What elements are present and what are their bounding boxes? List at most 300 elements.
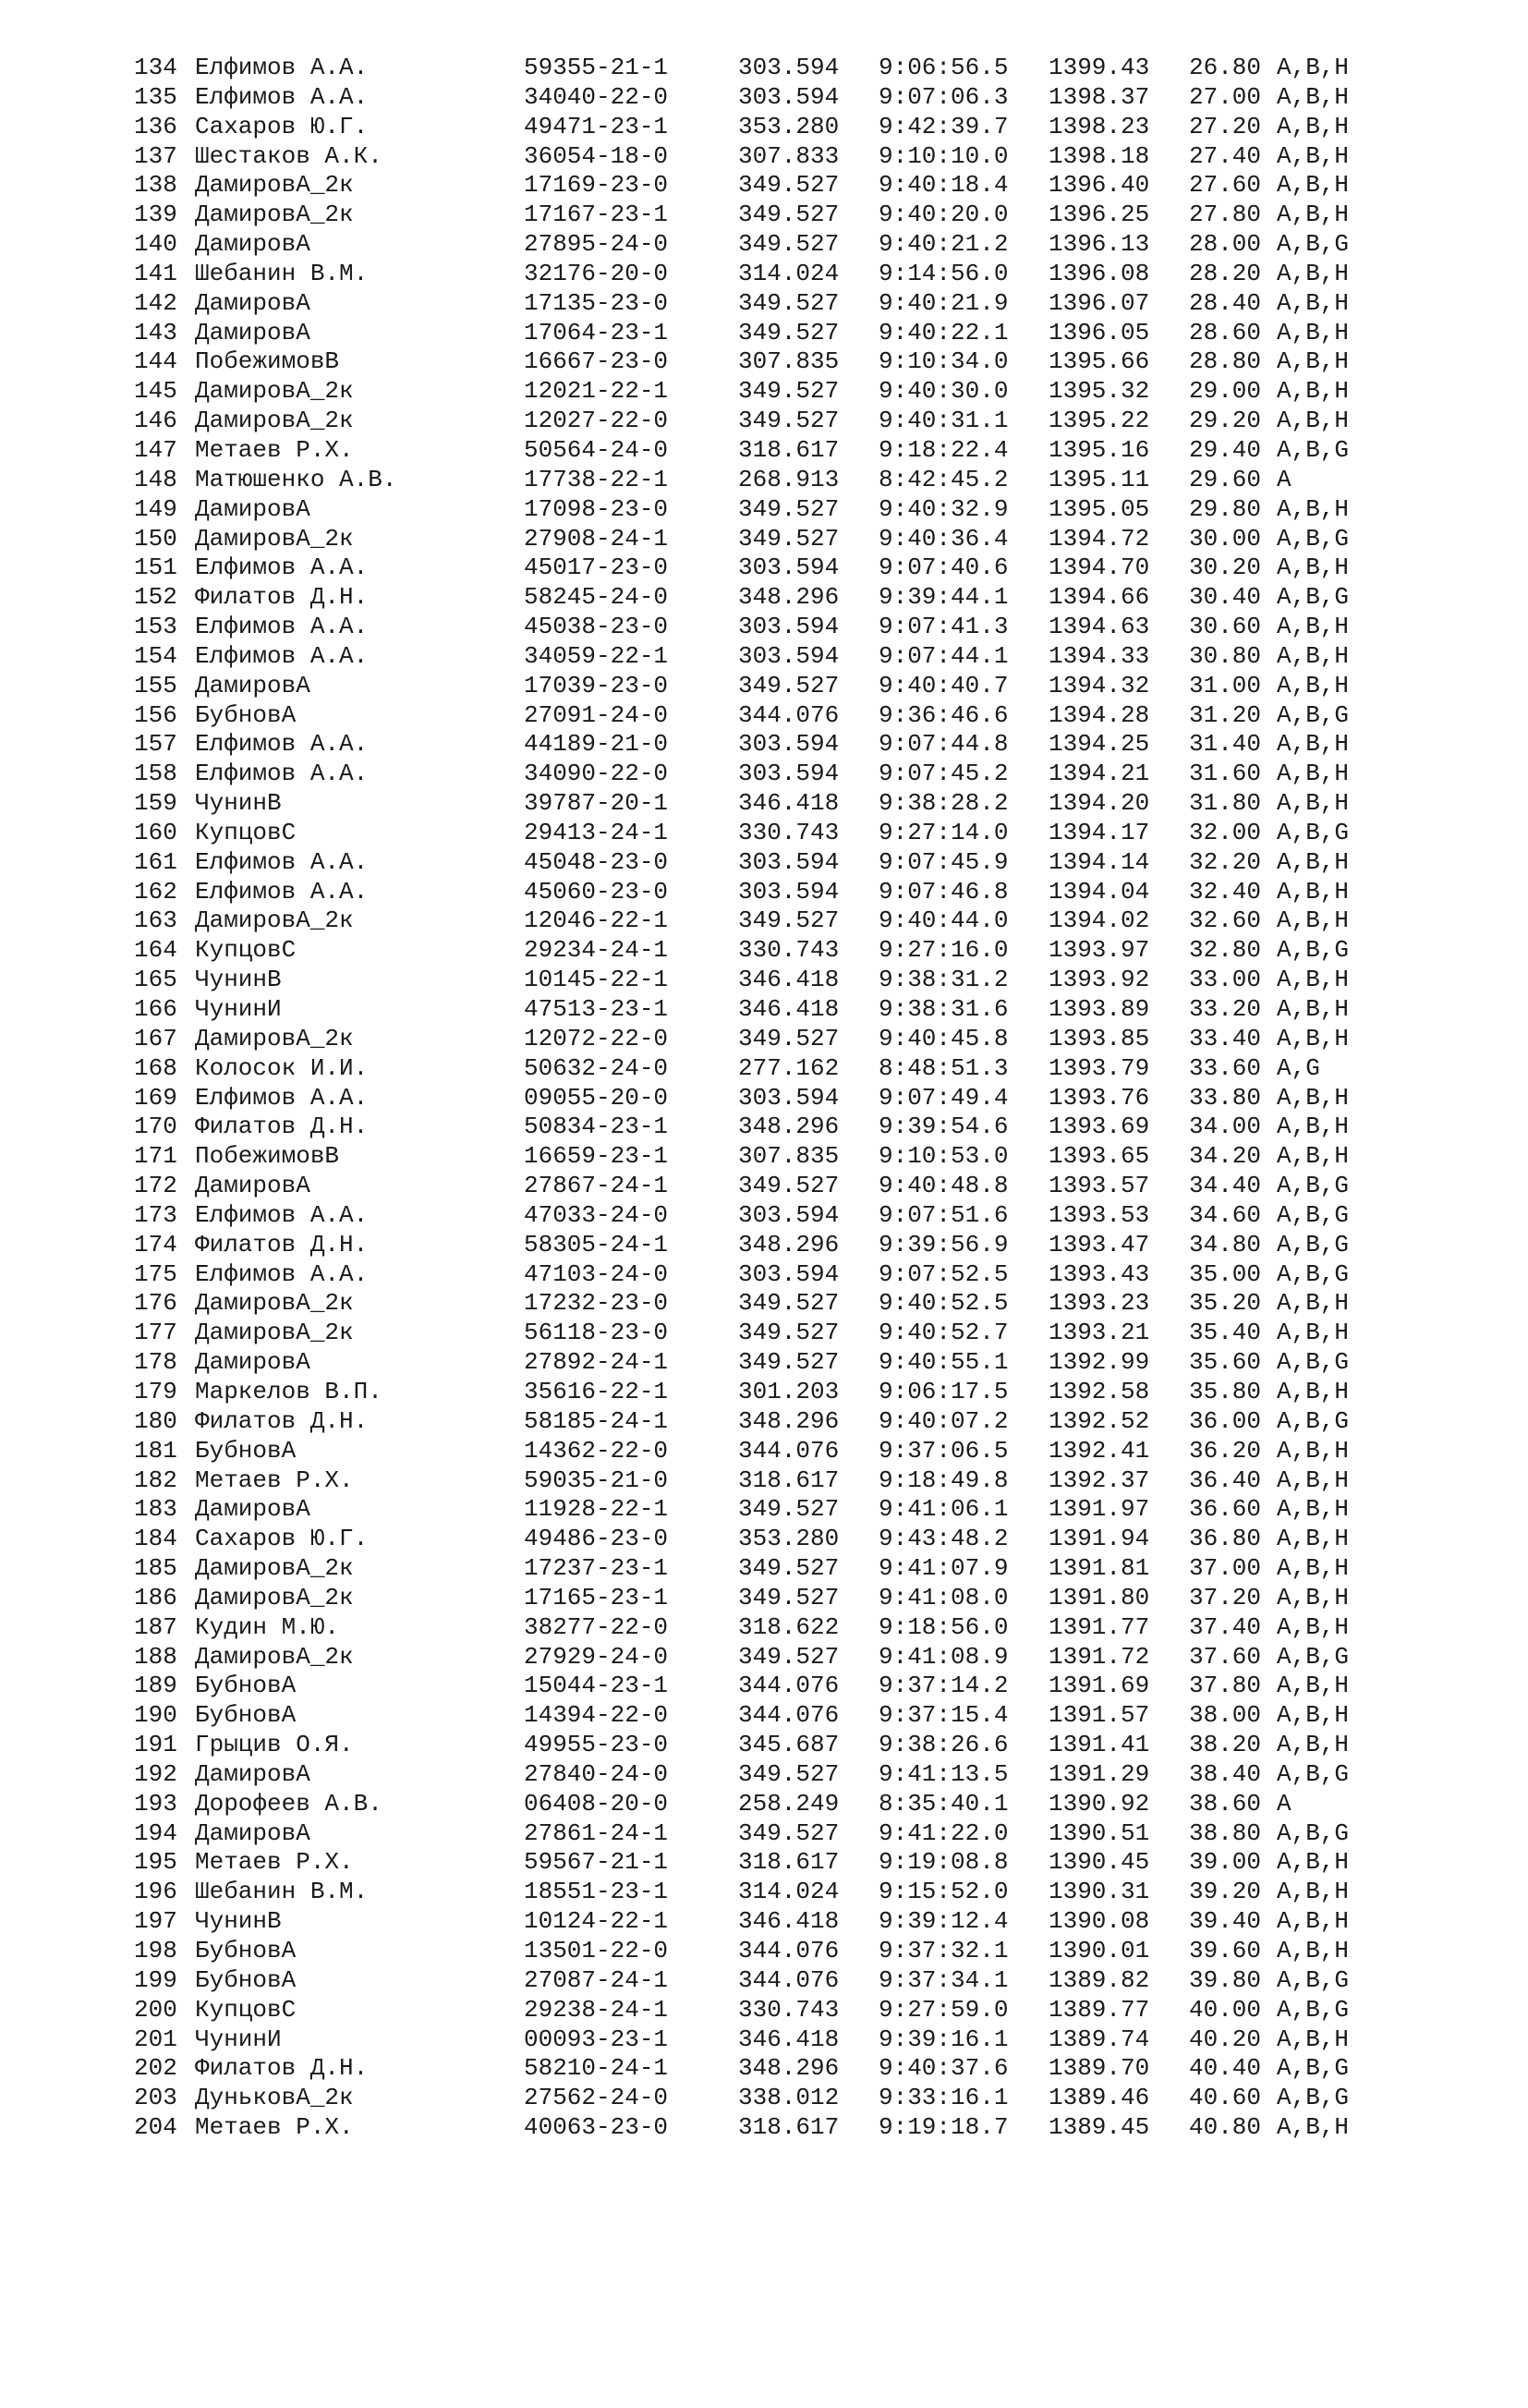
distance: 301.203 [738, 1377, 840, 1405]
groups: A,B,H [1277, 1024, 1350, 1052]
ring-number: 47033-24-0 [524, 1200, 669, 1229]
place-number: 196 [134, 1878, 177, 1906]
distance: 353.280 [738, 1525, 840, 1553]
fancier-name: КупцовС [195, 1995, 297, 2024]
groups: A,B,H [1277, 407, 1350, 435]
distance: 318.617 [738, 2113, 840, 2142]
coefficient: 32.80 [1189, 936, 1262, 965]
arrival-time: 9:07:44.8 [879, 730, 1009, 759]
coefficient: 39.60 [1189, 1937, 1262, 1964]
groups: A,B,H [1277, 1495, 1350, 1524]
groups: A [1277, 1789, 1292, 1818]
arrival-time: 9:40:30.0 [879, 377, 1009, 406]
speed: 1399.43 [1049, 54, 1150, 81]
coefficient: 28.60 [1189, 318, 1262, 347]
place-number: 149 [134, 494, 177, 523]
coefficient: 32.40 [1189, 877, 1262, 906]
ring-number: 29234-24-1 [524, 936, 669, 965]
ring-number: 58210-24-1 [524, 2054, 669, 2083]
coefficient: 28.20 [1189, 259, 1262, 287]
arrival-time: 9:18:49.8 [879, 1465, 1009, 1494]
speed: 1394.04 [1049, 877, 1150, 906]
speed: 1396.13 [1049, 230, 1150, 259]
ring-number: 12046-22-1 [524, 906, 669, 935]
place-number: 139 [134, 201, 177, 229]
distance: 345.687 [738, 1731, 840, 1759]
groups: A,B,H [1277, 1907, 1350, 1936]
fancier-name: БубновА [195, 1436, 297, 1465]
arrival-time: 9:07:46.8 [879, 877, 1009, 906]
table-row [134, 466, 1427, 495]
place-number: 151 [134, 553, 177, 582]
groups: A,B,H [1277, 1878, 1350, 1906]
speed: 1391.72 [1049, 1642, 1150, 1671]
coefficient: 36.00 [1189, 1406, 1262, 1435]
speed: 1390.92 [1049, 1789, 1150, 1818]
groups: A,B,H [1277, 1937, 1350, 1964]
speed: 1398.18 [1049, 141, 1150, 170]
ring-number: 18551-23-1 [524, 1878, 669, 1906]
fancier-name: Метаев Р.Х. [195, 1848, 354, 1877]
table-row [134, 1348, 1427, 1378]
coefficient: 35.40 [1189, 1319, 1262, 1347]
distance: 318.617 [738, 435, 840, 464]
speed: 1394.63 [1049, 613, 1150, 641]
ring-number: 50834-23-1 [524, 1113, 669, 1141]
coefficient: 37.20 [1189, 1583, 1262, 1611]
place-number: 194 [134, 1818, 177, 1847]
arrival-time: 9:15:52.0 [879, 1878, 1009, 1906]
coefficient: 36.40 [1189, 1465, 1262, 1494]
groups: A,B,H [1277, 1554, 1350, 1583]
table-row [134, 848, 1427, 878]
ring-number: 27087-24-1 [524, 1965, 669, 1994]
coefficient: 34.80 [1189, 1230, 1262, 1259]
speed: 1394.72 [1049, 524, 1150, 553]
arrival-time: 9:40:52.5 [879, 1289, 1009, 1318]
groups: A,B,H [1277, 1731, 1350, 1759]
coefficient: 32.60 [1189, 906, 1262, 935]
coefficient: 28.00 [1189, 230, 1262, 259]
table-row [134, 1437, 1427, 1466]
table-row [134, 1172, 1427, 1201]
groups: A,B,G [1277, 936, 1350, 965]
groups: A,B,H [1277, 730, 1350, 759]
table-row [134, 2054, 1427, 2084]
table-row [134, 936, 1427, 966]
groups: A,B,G [1277, 2054, 1350, 2083]
distance: 344.076 [738, 700, 840, 729]
place-number: 181 [134, 1436, 177, 1465]
place-number: 146 [134, 407, 177, 435]
ring-number: 45048-23-0 [524, 847, 669, 876]
groups: A,B,G [1277, 583, 1350, 612]
place-number: 183 [134, 1495, 177, 1524]
ring-number: 15044-23-1 [524, 1672, 669, 1700]
ring-number: 12072-22-0 [524, 1024, 669, 1052]
coefficient: 38.20 [1189, 1731, 1262, 1759]
table-row [134, 1584, 1427, 1613]
coefficient: 27.20 [1189, 112, 1262, 140]
groups: A,B,G [1277, 1965, 1350, 1994]
groups: A,B,H [1277, 171, 1350, 200]
fancier-name: ДамировА_2к [195, 377, 354, 406]
table-row [134, 1407, 1427, 1437]
distance: 349.527 [738, 1289, 840, 1318]
distance: 349.527 [738, 1348, 840, 1377]
fancier-name: ДамировА [195, 494, 310, 523]
fancier-name: Елфимов А.А. [195, 641, 369, 670]
coefficient: 37.60 [1189, 1642, 1262, 1671]
speed: 1391.81 [1049, 1554, 1150, 1583]
arrival-time: 9:37:14.2 [879, 1672, 1009, 1700]
place-number: 168 [134, 1053, 177, 1082]
ring-number: 17098-23-0 [524, 494, 669, 523]
speed: 1391.29 [1049, 1759, 1150, 1788]
ring-number: 17064-23-1 [524, 318, 669, 347]
table-row [134, 525, 1427, 554]
speed: 1394.66 [1049, 583, 1150, 612]
speed: 1389.82 [1049, 1965, 1150, 1994]
groups: A,B,G [1277, 1759, 1350, 1788]
fancier-name: ДамировА_2к [195, 407, 354, 435]
place-number: 140 [134, 230, 177, 259]
speed: 1393.21 [1049, 1319, 1150, 1347]
coefficient: 35.60 [1189, 1348, 1262, 1377]
table-row [134, 1937, 1427, 1966]
table-row [134, 730, 1427, 760]
place-number: 184 [134, 1525, 177, 1553]
distance: 303.594 [738, 730, 840, 759]
distance: 348.296 [738, 1230, 840, 1259]
distance: 303.594 [738, 553, 840, 582]
ring-number: 17165-23-1 [524, 1583, 669, 1611]
distance: 303.594 [738, 54, 840, 81]
distance: 349.527 [738, 906, 840, 935]
coefficient: 38.60 [1189, 1789, 1262, 1818]
distance: 349.527 [738, 1172, 840, 1200]
distance: 349.527 [738, 171, 840, 200]
speed: 1390.01 [1049, 1937, 1150, 1964]
fancier-name: БубновА [195, 1965, 297, 1994]
arrival-time: 9:38:26.6 [879, 1731, 1009, 1759]
coefficient: 39.00 [1189, 1848, 1262, 1877]
ring-number: 12021-22-1 [524, 377, 669, 406]
distance: 330.743 [738, 936, 840, 965]
distance: 349.527 [738, 1319, 840, 1347]
ring-number: 29238-24-1 [524, 1995, 669, 2024]
place-number: 144 [134, 347, 177, 376]
speed: 1392.41 [1049, 1436, 1150, 1465]
place-number: 143 [134, 318, 177, 347]
place-number: 136 [134, 112, 177, 140]
place-number: 157 [134, 730, 177, 759]
ring-number: 39787-20-1 [524, 789, 669, 818]
coefficient: 31.80 [1189, 789, 1262, 818]
arrival-time: 9:39:56.9 [879, 1230, 1009, 1259]
groups: A,B,G [1277, 1818, 1350, 1847]
groups: A,B,G [1277, 1348, 1350, 1377]
table-row [134, 1260, 1427, 1290]
distance: 348.296 [738, 1113, 840, 1141]
distance: 346.418 [738, 995, 840, 1023]
distance: 303.594 [738, 613, 840, 641]
fancier-name: ДамировА_2к [195, 1583, 354, 1611]
arrival-time: 9:10:53.0 [879, 1142, 1009, 1171]
arrival-time: 9:40:55.1 [879, 1348, 1009, 1377]
groups: A,B,G [1277, 1200, 1350, 1229]
fancier-name: ДамировА_2к [195, 524, 354, 553]
place-number: 167 [134, 1024, 177, 1052]
fancier-name: Филатов Д.Н. [195, 1113, 369, 1141]
place-number: 164 [134, 936, 177, 965]
distance: 330.743 [738, 818, 840, 846]
table-row [134, 201, 1427, 230]
coefficient: 32.00 [1189, 818, 1262, 846]
speed: 1393.92 [1049, 966, 1150, 994]
speed: 1390.31 [1049, 1878, 1150, 1906]
fancier-name: ЧунинВ [195, 1907, 282, 1936]
ring-number: 50632-24-0 [524, 1053, 669, 1082]
table-row [134, 1996, 1427, 2025]
fancier-name: Филатов Д.Н. [195, 2054, 369, 2083]
coefficient: 39.20 [1189, 1878, 1262, 1906]
place-number: 201 [134, 2025, 177, 2053]
ring-number: 44189-21-0 [524, 730, 669, 759]
ring-number: 45038-23-0 [524, 613, 669, 641]
speed: 1389.77 [1049, 1995, 1150, 2024]
fancier-name: Елфимов А.А. [195, 877, 369, 906]
place-number: 182 [134, 1465, 177, 1494]
distance: 318.622 [738, 1612, 840, 1641]
groups: A,B,H [1277, 1848, 1350, 1877]
fancier-name: Колосок И.И. [195, 1053, 369, 1082]
table-row [134, 1878, 1427, 1907]
table-row [134, 789, 1427, 819]
table-row [134, 1113, 1427, 1142]
arrival-time: 9:10:10.0 [879, 141, 1009, 170]
table-row [134, 1819, 1427, 1849]
fancier-name: Елфимов А.А. [195, 1200, 369, 1229]
groups: A,B,H [1277, 377, 1350, 406]
ring-number: 17232-23-0 [524, 1289, 669, 1318]
ring-number: 59355-21-1 [524, 54, 669, 81]
table-row [134, 1613, 1427, 1643]
fancier-name: Шестаков А.К. [195, 141, 382, 170]
ring-number: 56118-23-0 [524, 1319, 669, 1347]
arrival-time: 9:39:44.1 [879, 583, 1009, 612]
place-number: 169 [134, 1083, 177, 1112]
arrival-time: 9:07:49.4 [879, 1083, 1009, 1112]
fancier-name: ЧунинИ [195, 995, 282, 1023]
arrival-time: 9:41:13.5 [879, 1759, 1009, 1788]
table-row [134, 1966, 1427, 1996]
distance: 344.076 [738, 1672, 840, 1700]
arrival-time: 9:07:45.9 [879, 847, 1009, 876]
table-row [134, 1731, 1427, 1760]
speed: 1391.97 [1049, 1495, 1150, 1524]
table-row [134, 1025, 1427, 1054]
table-row [134, 83, 1427, 113]
place-number: 199 [134, 1965, 177, 1994]
distance: 353.280 [738, 112, 840, 140]
groups: A,B,H [1277, 995, 1350, 1023]
arrival-time: 9:40:20.0 [879, 201, 1009, 229]
ring-number: 17167-23-1 [524, 201, 669, 229]
ring-number: 40063-23-0 [524, 2113, 669, 2142]
table-row [134, 1495, 1427, 1525]
place-number: 135 [134, 82, 177, 111]
arrival-time: 8:48:51.3 [879, 1053, 1009, 1082]
distance: 348.296 [738, 583, 840, 612]
arrival-time: 9:27:16.0 [879, 936, 1009, 965]
table-row [134, 966, 1427, 995]
arrival-time: 9:33:16.1 [879, 2084, 1009, 2112]
place-number: 188 [134, 1642, 177, 1671]
place-number: 173 [134, 1200, 177, 1229]
ring-number: 27861-24-1 [524, 1818, 669, 1847]
speed: 1394.70 [1049, 553, 1150, 582]
table-row [134, 995, 1427, 1025]
place-number: 179 [134, 1377, 177, 1405]
coefficient: 40.00 [1189, 1995, 1262, 2024]
ring-number: 58305-24-1 [524, 1230, 669, 1259]
groups: A,B,G [1277, 1259, 1350, 1288]
place-number: 162 [134, 877, 177, 906]
place-number: 138 [134, 171, 177, 200]
distance: 303.594 [738, 1200, 840, 1229]
distance: 348.296 [738, 2054, 840, 2083]
ring-number: 17169-23-0 [524, 171, 669, 200]
groups: A,B,H [1277, 288, 1350, 317]
arrival-time: 9:41:22.0 [879, 1818, 1009, 1847]
speed: 1394.32 [1049, 671, 1150, 699]
fancier-name: ДамировА_2к [195, 1554, 354, 1583]
ring-number: 11928-22-1 [524, 1495, 669, 1524]
arrival-time: 9:37:34.1 [879, 1965, 1009, 1994]
arrival-time: 9:37:06.5 [879, 1436, 1009, 1465]
distance: 349.527 [738, 1818, 840, 1847]
fancier-name: Елфимов А.А. [195, 1083, 369, 1112]
table-row [134, 1289, 1427, 1319]
speed: 1393.43 [1049, 1259, 1150, 1288]
fancier-name: Матюшенко А.В. [195, 465, 397, 493]
ring-number: 16659-23-1 [524, 1142, 669, 1171]
coefficient: 40.40 [1189, 2054, 1262, 2083]
coefficient: 36.60 [1189, 1495, 1262, 1524]
distance: 338.012 [738, 2084, 840, 2112]
speed: 1396.40 [1049, 171, 1150, 200]
speed: 1389.74 [1049, 2025, 1150, 2053]
ring-number: 12027-22-0 [524, 407, 669, 435]
arrival-time: 9:38:31.2 [879, 966, 1009, 994]
arrival-time: 9:40:32.9 [879, 494, 1009, 523]
speed: 1396.08 [1049, 259, 1150, 287]
distance: 346.418 [738, 2025, 840, 2053]
coefficient: 29.60 [1189, 465, 1262, 493]
coefficient: 39.40 [1189, 1907, 1262, 1936]
distance: 277.162 [738, 1053, 840, 1082]
table-row [134, 1231, 1427, 1260]
ring-number: 17237-23-1 [524, 1554, 669, 1583]
ring-number: 27562-24-0 [524, 2084, 669, 2112]
speed: 1391.77 [1049, 1612, 1150, 1641]
speed: 1390.08 [1049, 1907, 1150, 1936]
place-number: 197 [134, 1907, 177, 1936]
speed: 1389.46 [1049, 2084, 1150, 2112]
table-row [134, 906, 1427, 936]
place-number: 153 [134, 613, 177, 641]
distance: 268.913 [738, 465, 840, 493]
arrival-time: 9:40:18.4 [879, 171, 1009, 200]
place-number: 158 [134, 760, 177, 788]
fancier-name: БубновА [195, 1937, 297, 1964]
arrival-time: 8:35:40.1 [879, 1789, 1009, 1818]
fancier-name: Елфимов А.А. [195, 730, 369, 759]
table-row [134, 1643, 1427, 1672]
coefficient: 26.80 [1189, 54, 1262, 81]
fancier-name: ЧунинВ [195, 789, 282, 818]
ring-number: 45017-23-0 [524, 553, 669, 582]
place-number: 187 [134, 1612, 177, 1641]
distance: 346.418 [738, 966, 840, 994]
fancier-name: Елфимов А.А. [195, 1259, 369, 1288]
coefficient: 34.60 [1189, 1200, 1262, 1229]
fancier-name: ДамировА [195, 1759, 310, 1788]
fancier-name: Филатов Д.Н. [195, 1406, 369, 1435]
speed: 1394.14 [1049, 847, 1150, 876]
arrival-time: 9:18:22.4 [879, 435, 1009, 464]
speed: 1389.45 [1049, 2113, 1150, 2142]
ring-number: 58185-24-1 [524, 1406, 669, 1435]
fancier-name: Филатов Д.Н. [195, 583, 369, 612]
groups: A,B,H [1277, 1289, 1350, 1318]
distance: 346.418 [738, 1907, 840, 1936]
table-row [134, 1525, 1427, 1554]
coefficient: 31.00 [1189, 671, 1262, 699]
place-number: 163 [134, 906, 177, 935]
place-number: 145 [134, 377, 177, 406]
fancier-name: ЧунинИ [195, 2025, 282, 2053]
table-row [134, 407, 1427, 436]
ring-number: 17135-23-0 [524, 288, 669, 317]
coefficient: 35.00 [1189, 1259, 1262, 1288]
speed: 1393.57 [1049, 1172, 1150, 1200]
place-number: 178 [134, 1348, 177, 1377]
coefficient: 31.20 [1189, 700, 1262, 729]
place-number: 174 [134, 1230, 177, 1259]
distance: 344.076 [738, 1937, 840, 1964]
groups: A,B,H [1277, 1377, 1350, 1405]
distance: 258.249 [738, 1789, 840, 1818]
fancier-name: Метаев Р.Х. [195, 435, 354, 464]
ring-number: 16667-23-0 [524, 347, 669, 376]
arrival-time: 9:07:06.3 [879, 82, 1009, 111]
place-number: 147 [134, 435, 177, 464]
arrival-time: 9:38:28.2 [879, 789, 1009, 818]
coefficient: 37.80 [1189, 1672, 1262, 1700]
table-row [134, 1701, 1427, 1731]
distance: 349.527 [738, 1759, 840, 1788]
speed: 1392.52 [1049, 1406, 1150, 1435]
speed: 1393.76 [1049, 1083, 1150, 1112]
ring-number: 50564-24-0 [524, 435, 669, 464]
arrival-time: 9:07:41.3 [879, 613, 1009, 641]
distance: 349.527 [738, 1554, 840, 1583]
fancier-name: ДамировА_2к [195, 171, 354, 200]
place-number: 160 [134, 818, 177, 846]
table-row [134, 1554, 1427, 1584]
